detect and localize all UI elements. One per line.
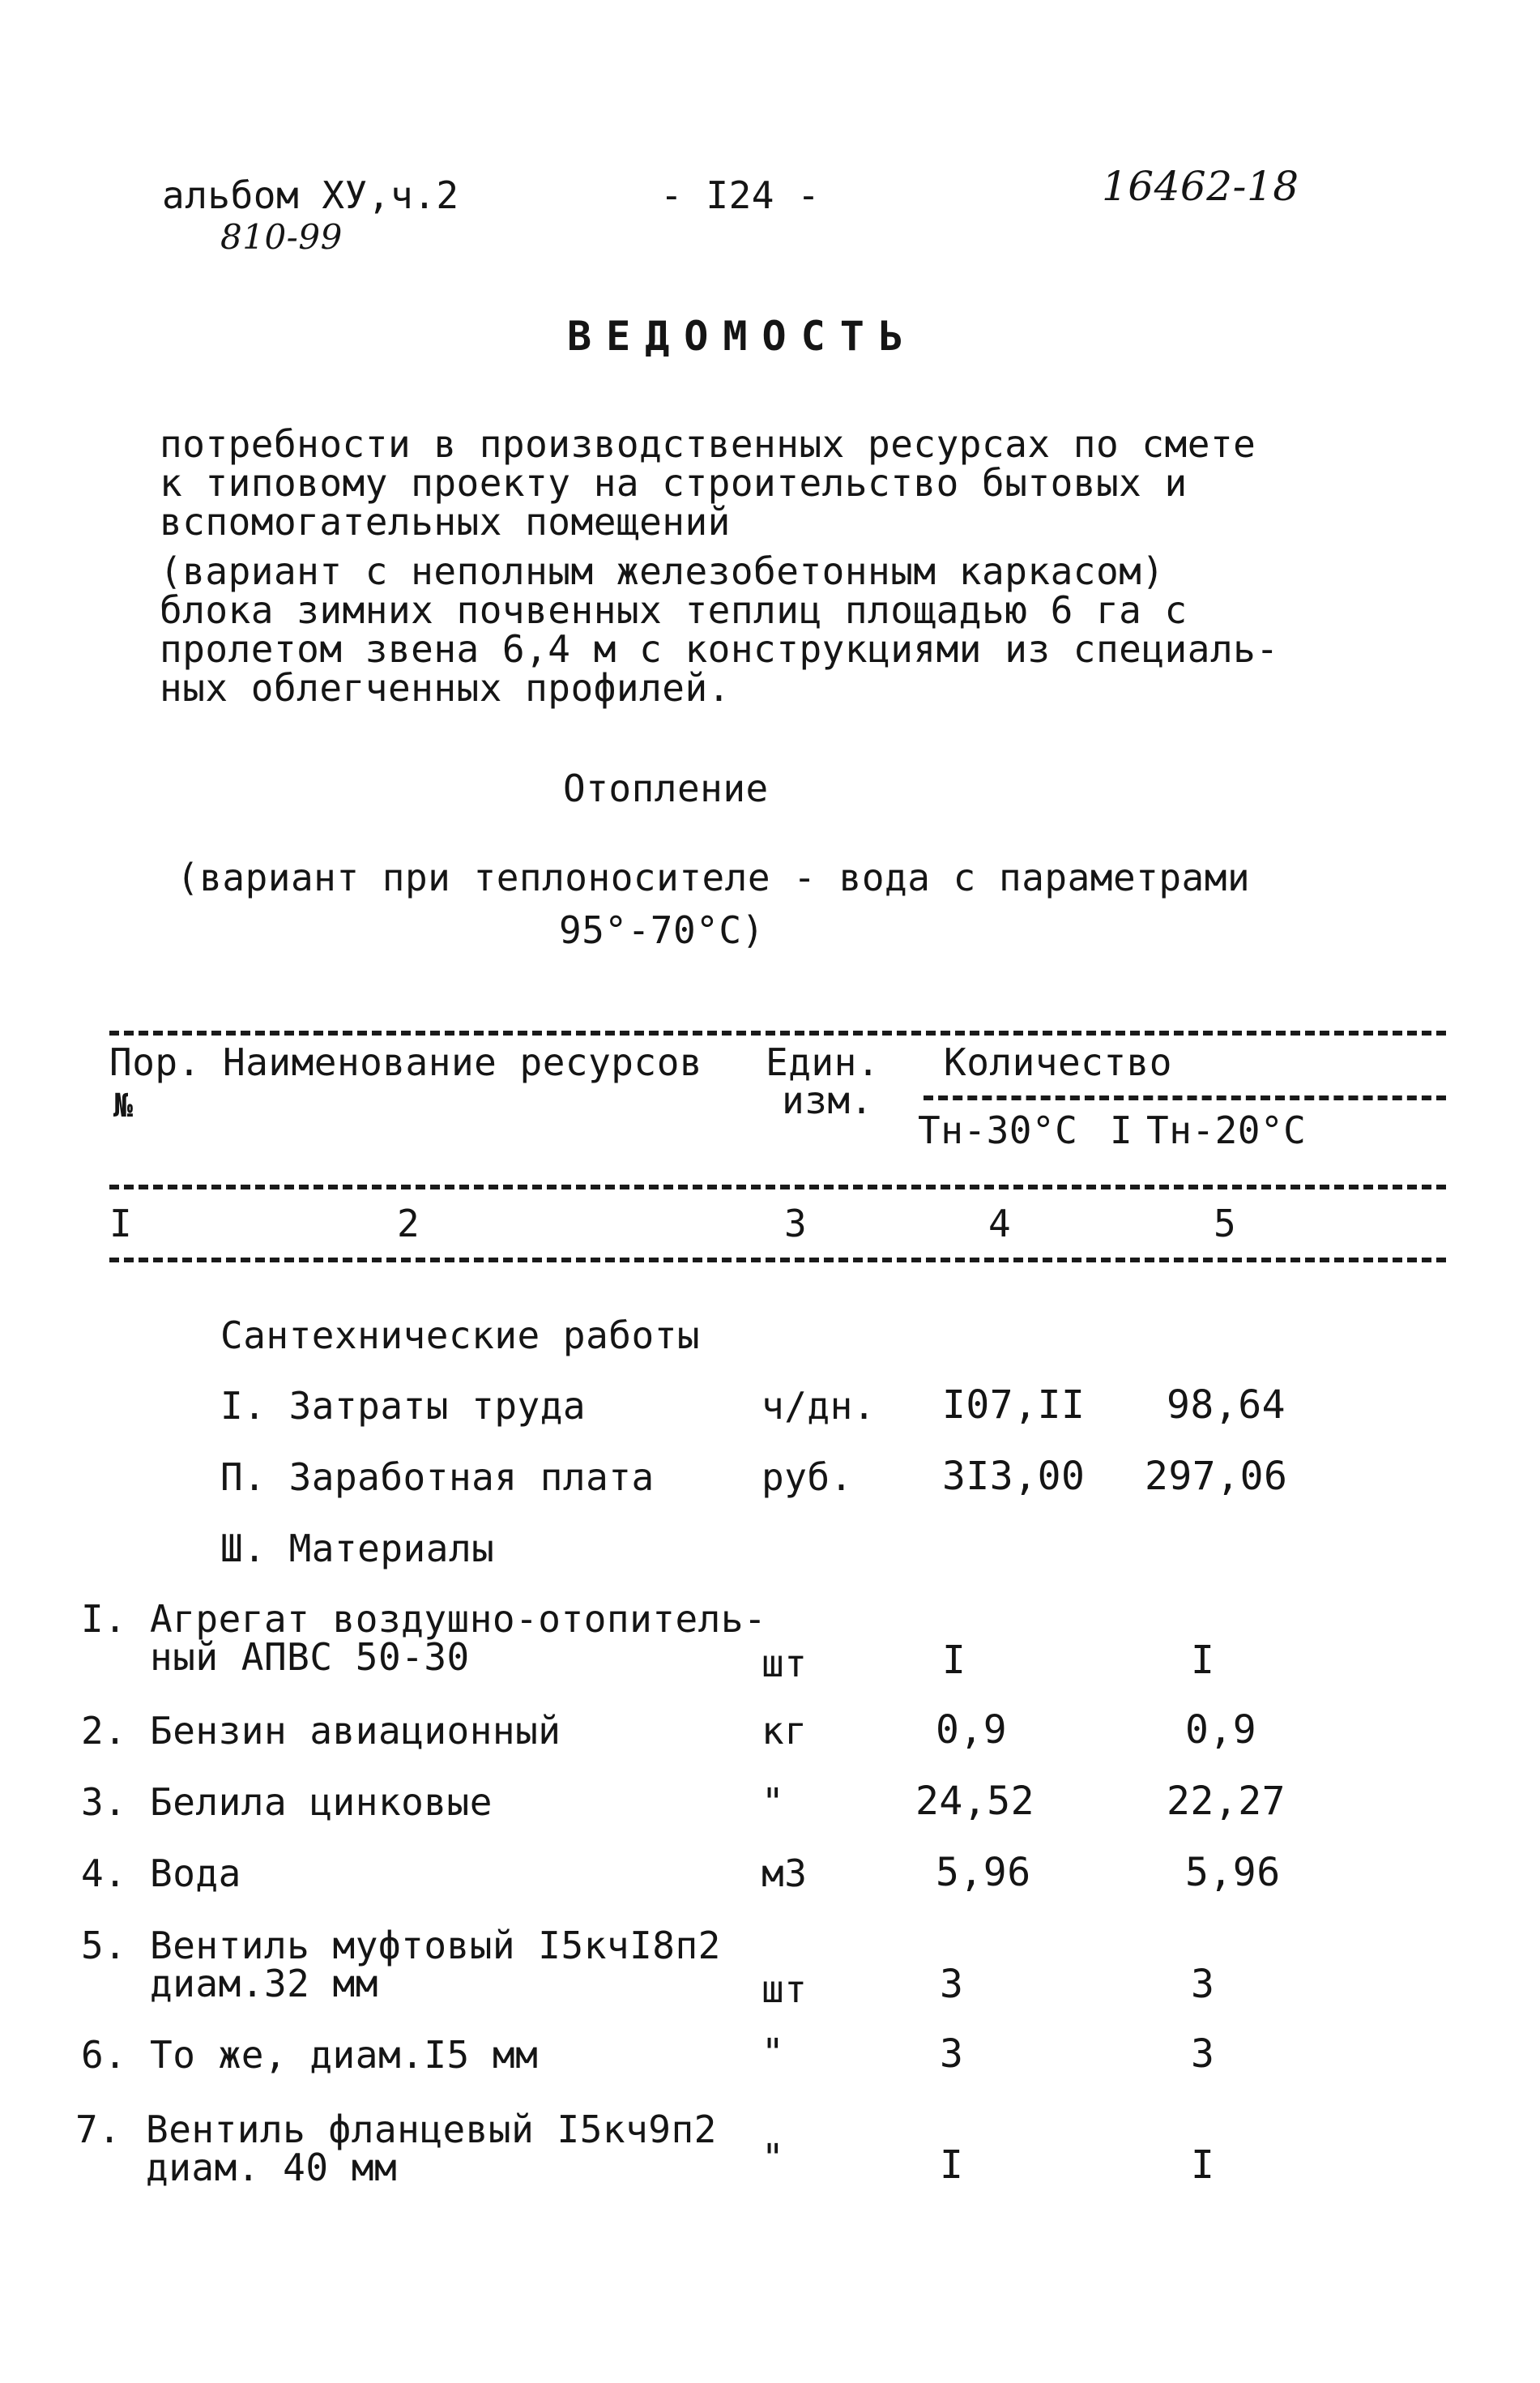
summary-q2: 297,06 <box>1145 1454 1288 1499</box>
document-code: 16462-18 <box>1102 163 1299 210</box>
intro-line-2: к типовому проекту на строительство бытовых и <box>160 461 1188 505</box>
item-name: Вентиль муфтовый I5кчI8п2 <box>150 1924 721 1967</box>
item-name-cont: диам. 40 мм <box>146 2146 398 2189</box>
item-q2: 22,27 <box>1167 1779 1286 1824</box>
item-name-cont: диам.32 мм <box>150 1962 378 2005</box>
item-q1: 3 <box>940 1962 964 2007</box>
summary-label: П. Заработная плата <box>220 1455 655 1499</box>
intro-line-3: вспомогательных помещений <box>160 500 731 544</box>
item-unit: кг <box>761 1709 808 1753</box>
page-number: - I24 - <box>660 173 821 217</box>
item-q2: 3 <box>1191 2031 1215 2077</box>
header-quantity-2: Тн-20°С <box>1146 1108 1307 1152</box>
item-q1: 24,52 <box>915 1779 1034 1824</box>
header-unit-2: изм. <box>782 1078 873 1122</box>
header-name: Наименование ресурсов <box>223 1040 703 1084</box>
item-q2: 5,96 <box>1185 1850 1281 1895</box>
item-number: 5. <box>81 1924 127 1967</box>
item-unit: м3 <box>761 1851 808 1895</box>
item-unit: шт <box>761 1642 808 1685</box>
intro-line-5: блока зимних почвенных теплиц площадью 6 га с <box>160 588 1188 632</box>
item-unit: " <box>761 2031 785 2074</box>
item-q2: I <box>1191 1638 1215 1683</box>
summary-label: I. Затраты труда <box>220 1384 587 1428</box>
quantity-rule <box>924 1095 1446 1100</box>
item-number: 6. <box>81 2033 127 2077</box>
header-quantity-1: Тн-30°С <box>918 1108 1078 1152</box>
item-name: Вентиль фланцевый I5кч9п2 <box>146 2108 717 2151</box>
section-title: Отопление <box>563 767 769 810</box>
album-label: альбом ХУ,ч.2 <box>162 173 459 217</box>
item-q2: I <box>1191 2142 1215 2188</box>
table-rule-mid <box>109 1185 1446 1189</box>
intro-line-1: потребности в производственных ресурсах по смете <box>160 422 1256 466</box>
summary-unit: руб. <box>761 1455 853 1499</box>
group-title: Сантехнические работы <box>220 1313 701 1357</box>
item-name: Бензин авиационный <box>150 1709 561 1753</box>
intro-line-7: ных облегченных профилей. <box>160 666 731 710</box>
item-unit: " <box>761 1780 785 1824</box>
summary-q1: I07,II <box>942 1382 1086 1428</box>
item-q1: I <box>942 1638 966 1683</box>
item-number: 3. <box>81 1780 127 1824</box>
variant-line-1: (вариант при теплоносителе - вода с параметрами <box>177 856 1251 899</box>
table-rule-bottom <box>109 1258 1446 1262</box>
item-unit: шт <box>761 1967 808 2011</box>
col-number-5: 5 <box>1214 1202 1237 1245</box>
col-number-3: 3 <box>784 1202 808 1245</box>
item-number: 7. <box>75 2108 122 2151</box>
item-number: 2. <box>81 1709 127 1753</box>
variant-line-2: 95°-70°С) <box>559 908 765 952</box>
header-unit: Един. <box>766 1040 880 1084</box>
table-rule-top <box>109 1031 1446 1036</box>
header-quantity-sep: I <box>1110 1108 1133 1152</box>
summary-q1: 3I3,00 <box>942 1454 1086 1499</box>
item-number: I. <box>81 1597 127 1641</box>
item-q1: 0,9 <box>936 1707 1008 1753</box>
summary-unit: ч/дн. <box>761 1384 876 1428</box>
item-number: 4. <box>81 1851 127 1895</box>
item-name: Вода <box>150 1851 241 1895</box>
summary-label: Ш. Материалы <box>220 1527 495 1570</box>
col-number-1: I <box>109 1202 133 1245</box>
item-name-cont: ный АПВС 50-30 <box>150 1635 470 1679</box>
item-q1: 3 <box>940 2031 964 2077</box>
item-q2: 0,9 <box>1185 1707 1257 1753</box>
header-num: Пор. <box>109 1040 201 1084</box>
album-note: 810-99 <box>220 217 343 257</box>
item-q1: 5,96 <box>936 1850 1031 1895</box>
summary-q2: 98,64 <box>1167 1382 1286 1428</box>
item-unit: " <box>761 2136 785 2180</box>
col-number-2: 2 <box>397 1202 420 1245</box>
item-name: Белила цинковые <box>150 1780 493 1824</box>
item-name: То же, диам.I5 мм <box>150 2033 539 2077</box>
intro-line-4: (вариант с неполным железобетонным каркасом) <box>160 549 1165 593</box>
header-num-sign: № <box>113 1087 134 1125</box>
col-number-4: 4 <box>988 1202 1012 1245</box>
document-title: ВЕДОМОСТЬ <box>567 313 918 360</box>
header-quantity: Количество <box>944 1040 1172 1084</box>
item-name: Агрегат воздушно-отопитель- <box>150 1597 767 1641</box>
intro-line-6: пролетом звена 6,4 м с конструкциями из специаль- <box>160 627 1279 671</box>
item-q2: 3 <box>1191 1962 1215 2007</box>
item-q1: I <box>940 2142 964 2188</box>
